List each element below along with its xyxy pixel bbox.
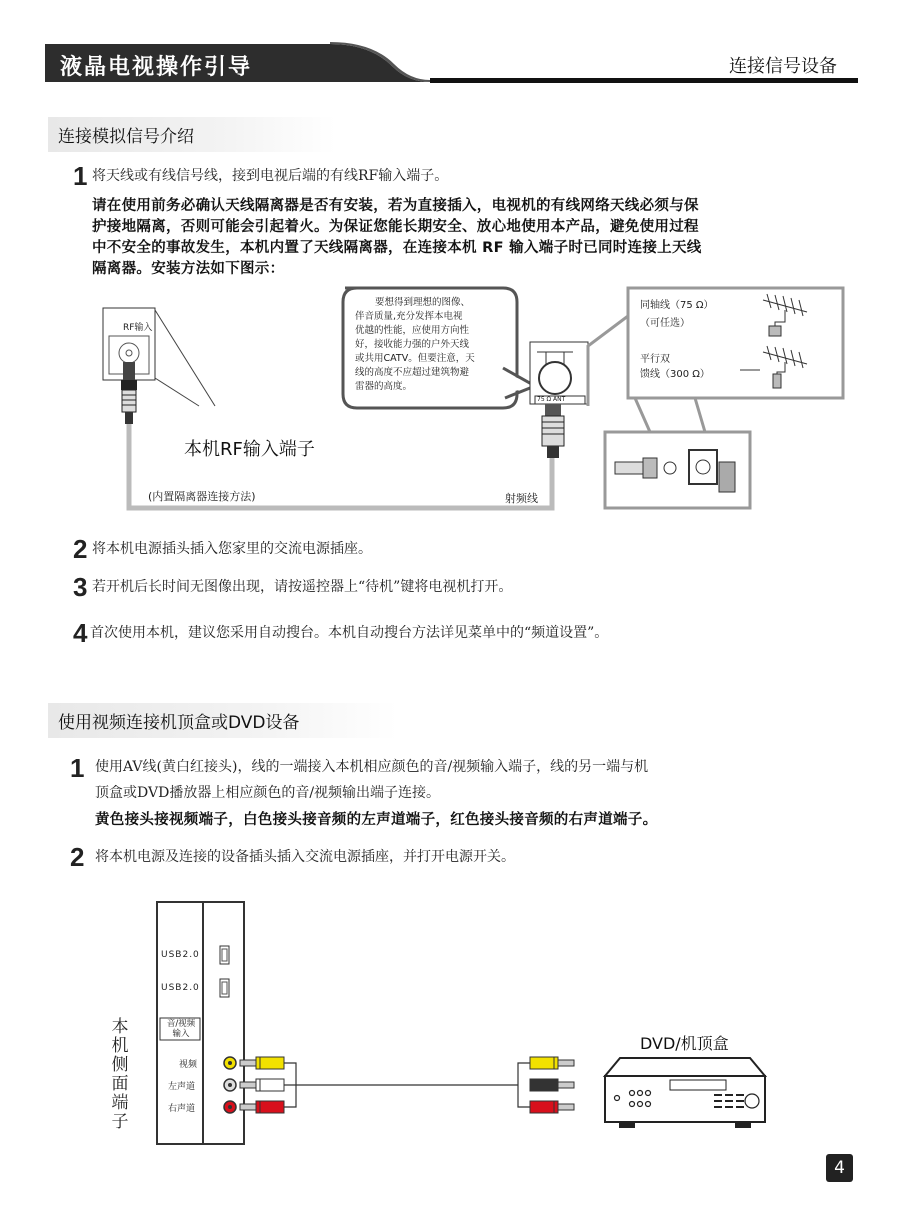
- av-connection-diagram: [100, 898, 800, 1158]
- step-text: 将天线或有线信号线，接到电视后端的有线RF输入端子。: [92, 168, 449, 184]
- page-number: 4: [826, 1154, 853, 1182]
- note-line: 隔离器。安装方法如下图示：: [92, 261, 285, 277]
- isolation-note: [92, 196, 832, 280]
- step-number: 2: [70, 842, 85, 872]
- antenna-tip-bubble: 要想得到理想的图像、 伴音质量,充分发挥本电视 优越的性能，应使用方向性 好，接收能力强的户外天线 或共用CATV。但要注意，天 线的高度不应超过建筑物避 雷器的高度。: [355, 297, 475, 392]
- step-number: 2: [73, 534, 88, 564]
- usb-label: USB2.0: [161, 983, 200, 993]
- step-text: 首次使用本机，建议您采用自动搜台。本机自动搜台方法详见菜单中的“频道设置”。: [90, 625, 609, 641]
- usb-label: USB2.0: [161, 950, 200, 960]
- step-text: 将本机电源插头插入您家里的交流电源插座。: [92, 541, 372, 557]
- parallel-label: 平行双: [640, 354, 670, 365]
- right-channel-label: 右声道: [168, 1104, 196, 1114]
- step-number: 3: [73, 572, 88, 602]
- builtin-isolator-label: (内置隔离器连接方法): [148, 490, 256, 503]
- rf-port-label: RF输入: [123, 323, 153, 333]
- step-text: 将本机电源及连接的设备插头插入交流电源插座，并打开电源开关。: [95, 849, 515, 865]
- coax-optional-label: （可任选）: [640, 318, 690, 329]
- dvd-label: DVD/机顶盒: [640, 1034, 729, 1053]
- rf-cable-label: 射频线: [505, 492, 538, 505]
- step-number: 1: [70, 753, 85, 783]
- section-title-analog: 连接模拟信号介绍: [48, 117, 336, 152]
- header-section-title: 连接信号设备: [729, 56, 837, 77]
- step-number: 1: [73, 161, 88, 191]
- note-line: 中不安全的事故发生，本机内置了天线隔离器，在连接本机 RF 输入端子时已同时连接上天线: [92, 240, 702, 256]
- av-input-label: 音/视频 输入: [166, 1019, 196, 1039]
- header-title: 液晶电视操作引导: [60, 54, 253, 80]
- left-channel-label: 左声道: [168, 1082, 196, 1092]
- step-text: 使用AV线(黄白红接头)，线的一端接入本机相应颜色的音/视频输入端子，线的另一端与机: [95, 759, 649, 775]
- step-text: 若开机后长时间无图像出现，请按遥控器上“待机”键将电视机打开。: [92, 579, 513, 595]
- step-number: 4: [73, 618, 88, 648]
- color-note: 黄色接头接视频端子，白色接头接音频的左声道端子，红色接头接音频的右声道端子。: [95, 812, 658, 828]
- note-line: 护接地隔离，否则可能会引起着火。为保证您能长期安全、放心地使用本产品，避免使用过程: [92, 219, 699, 235]
- ant-label: 75 Ω ANT: [537, 396, 566, 403]
- section-title-av: 使用视频连接机顶盒或DVD设备: [48, 703, 398, 738]
- parallel-label-2: 馈线（300 Ω）: [640, 369, 710, 380]
- video-label: 视频: [179, 1060, 198, 1070]
- note-line: 请在使用前务必确认天线隔离器是否有安装，若为直接插入，电视机的有线网络天线必须与保: [92, 198, 699, 214]
- rf-terminal-label: 本机RF输入端子: [184, 439, 315, 460]
- coax-label: 同轴线（75 Ω）: [640, 300, 714, 311]
- side-terminal-label: 本 机 侧 面 端 子: [111, 1017, 129, 1132]
- step-text: 顶盒或DVD播放器上相应颜色的音/视频输出端子连接。: [95, 785, 441, 801]
